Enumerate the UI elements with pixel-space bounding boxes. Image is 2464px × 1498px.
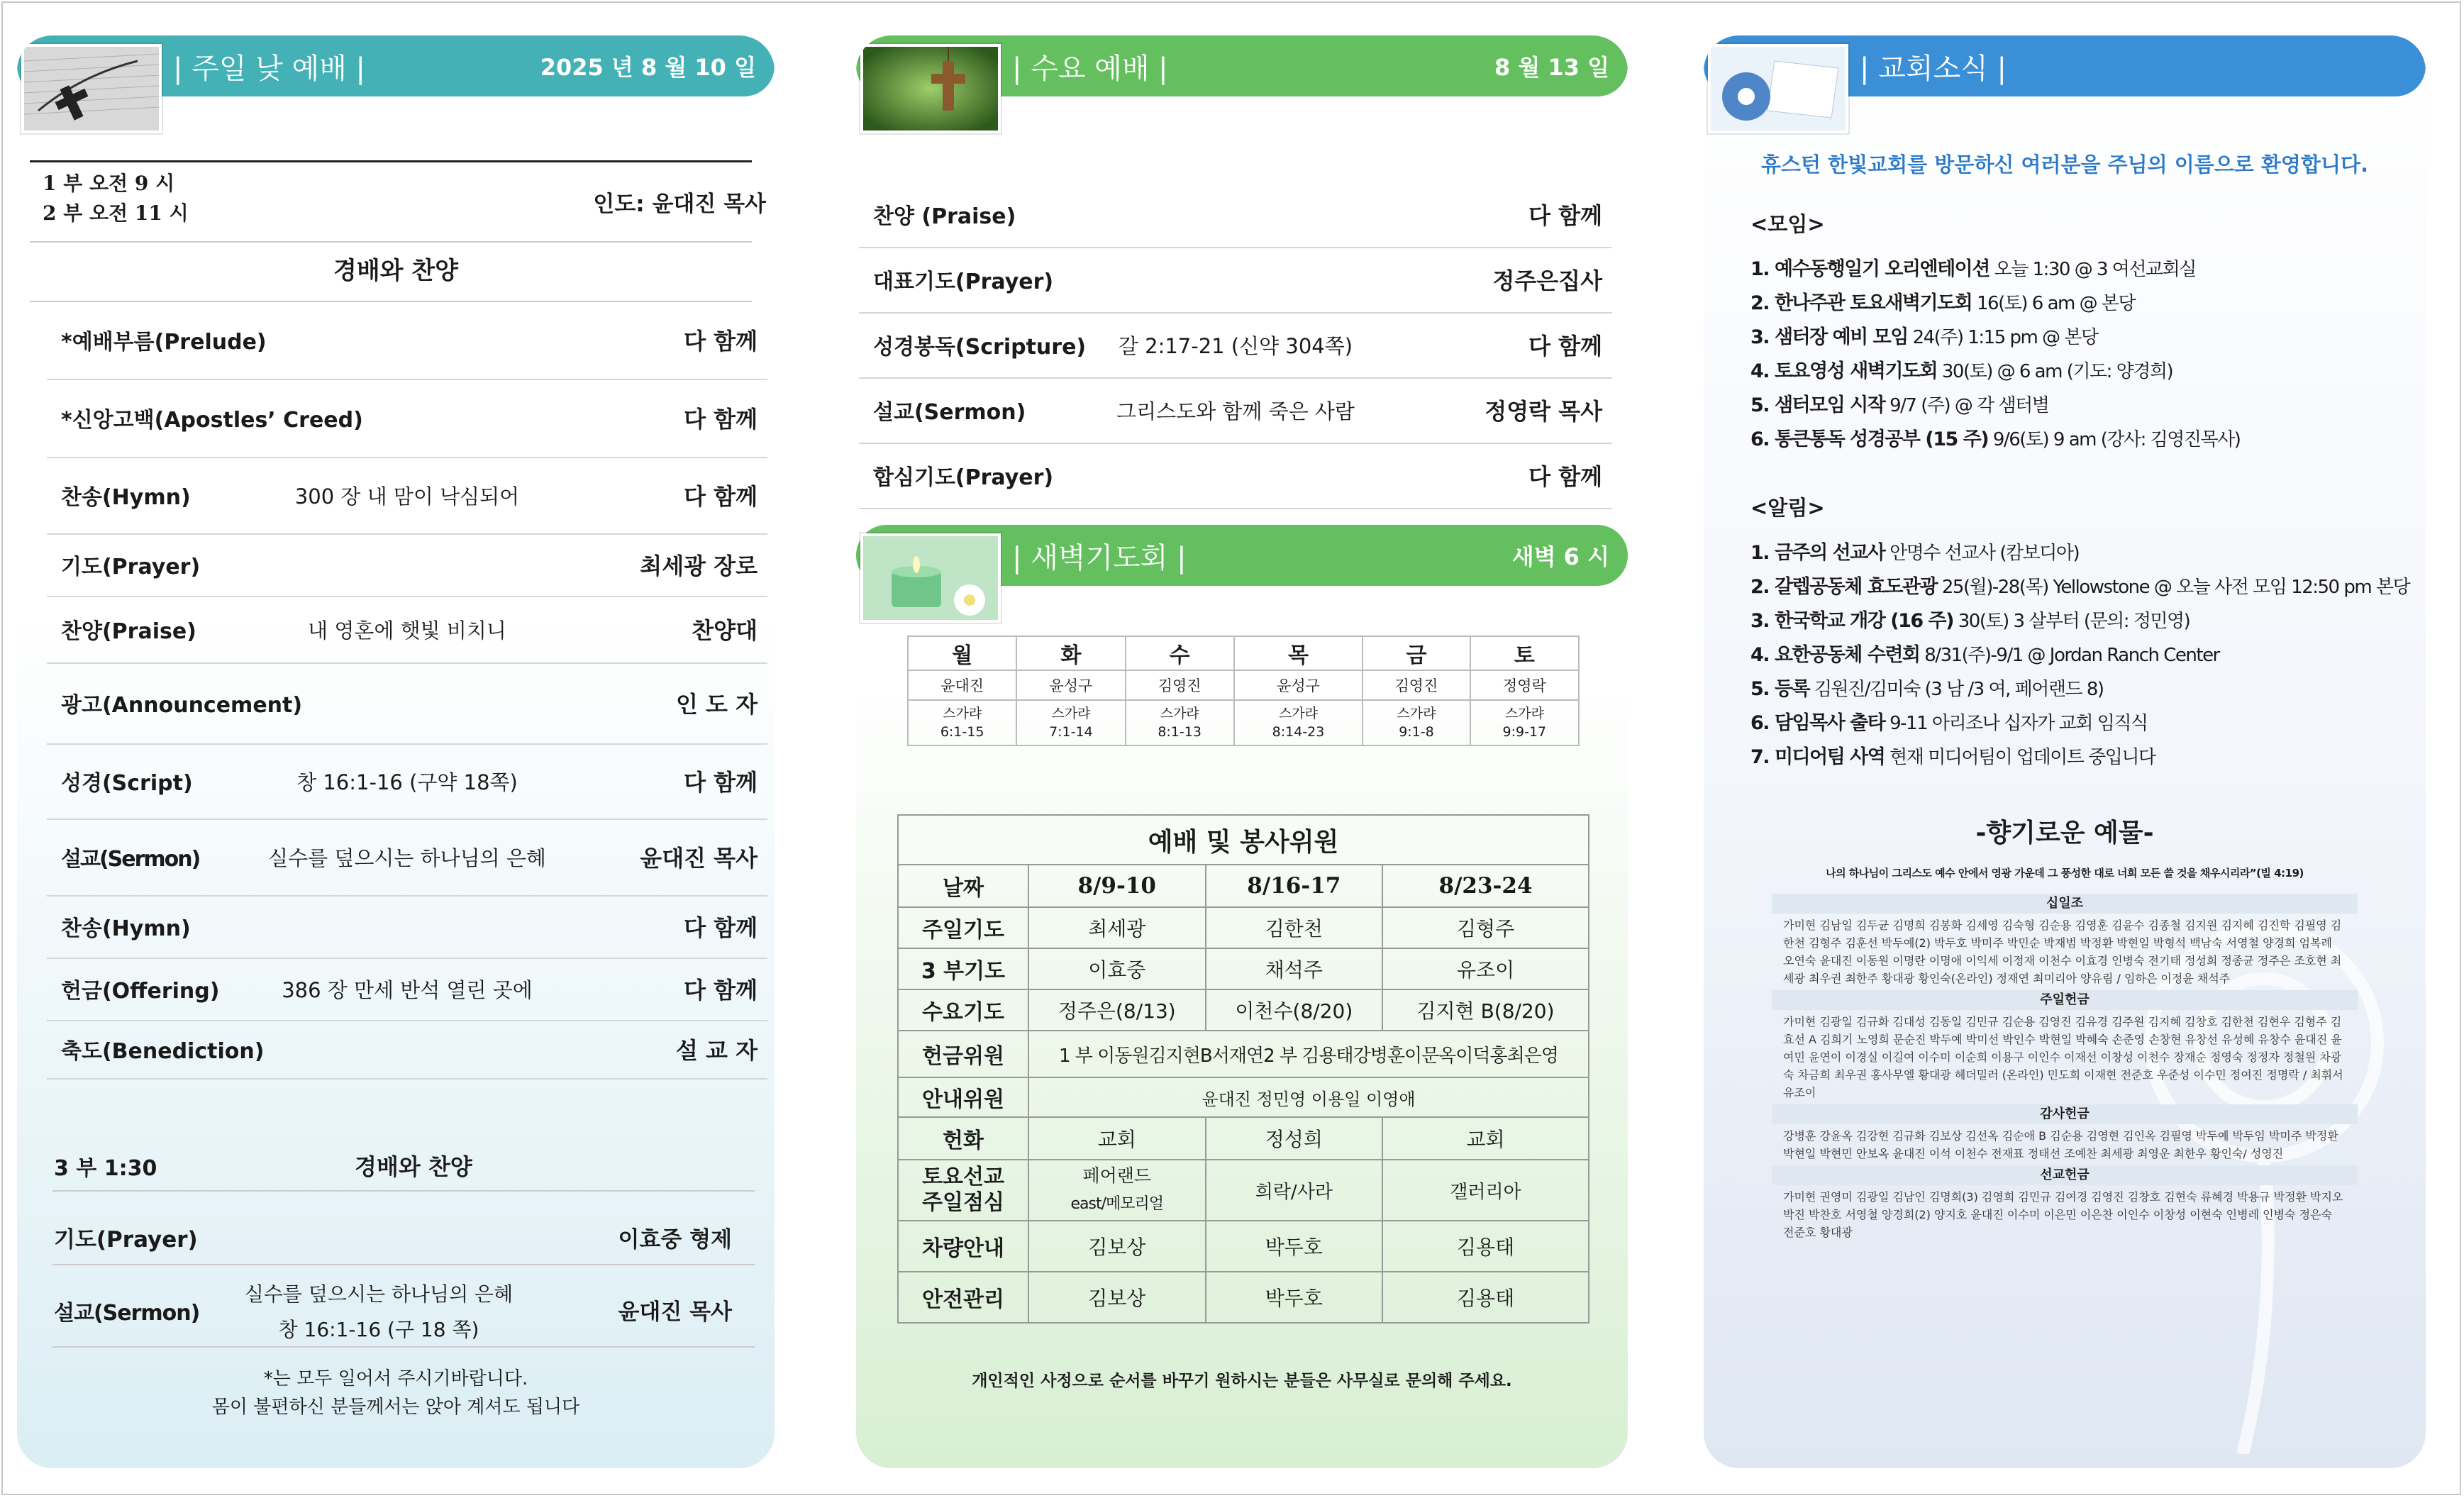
order-item-leader: 최세광 장로 xyxy=(640,553,757,579)
news-item-detail: 9/6(토) 9 am (강사: 김영진목사) xyxy=(1992,429,2241,450)
order-item-detail: 실수를 덮으시는 하나님의 은혜 xyxy=(268,845,546,870)
lunch-3: 갤러리아 xyxy=(1382,1160,1589,1221)
order-item-leader: 정주은집사 xyxy=(1492,267,1602,294)
sunday-order-row xyxy=(47,1020,767,1080)
third-sermon-who: 윤대진 목사 xyxy=(618,1299,732,1325)
gift-section-names: 강병훈 강윤옥 김강현 김규화 김보상 김선옥 김순애 B 김순용 김영현 김인옥 김필영 박두예 박두임 박미주 박정환 박현일 박현민 안보옥 윤대진 이석 이천수 전재표 정태선 조예찬 최세광 최영운 최한우 황인숙/ 성영진 xyxy=(1783,1129,2338,1160)
order-item-leader: 다 함께 xyxy=(684,406,757,433)
news-item-detail: 안명수 선교사 (캄보디아) xyxy=(1889,543,2080,564)
third-sermon-title: 실수를 덮으시는 하나님의 은혜 xyxy=(244,1282,514,1306)
news-item-detail: 오늘 1:30 @ 3 여선교회실 xyxy=(1994,259,2196,280)
dawn-reading xyxy=(1470,700,1579,745)
date-col-2: 8/16-17 xyxy=(1206,865,1383,907)
meetings-heading: <모임> xyxy=(1750,212,1825,236)
gift-section-names: 가미현 김남일 김두균 김명희 김봉화 김세영 김숙형 김순용 김영훈 김윤수 김종철 김지원 김지혜 김진학 김필영 김한천 김형주 김훈선 박두예(2) 박두호 박미주 박민순 박재범 박정환 박현일 박형석 백남숙 서영철 양경희 엄복례 오연숙 윤대진 이동원 이명란 이명애 이익세 이정재 이천수 이효경 인병숙 전기태 정성희 정종균 정주은 조호현 최세광 최우권 최한주 황대광 황인숙(온라인) 정재연 최미리아 양유림 / 임하은 이정윤 채석주 xyxy=(1783,919,2342,985)
dawn-leader: 김영진 xyxy=(1363,670,1470,700)
bible-cross-photo xyxy=(21,44,162,133)
sunday-order-row xyxy=(47,457,767,535)
car-label: 차량안내 xyxy=(898,1221,1028,1272)
news-list-item xyxy=(1750,672,2409,706)
safety-2: 박두호 xyxy=(1206,1272,1383,1323)
sunday-section-title: 경배와 찬양 xyxy=(333,257,459,285)
gift-title: -향기로운 예물- xyxy=(1975,819,2154,848)
news-item-title: 5. 등록 xyxy=(1750,678,1810,700)
order-item-name: 찬송(Hymn) xyxy=(61,485,191,510)
news-list-item xyxy=(1750,706,2409,740)
sunday-date: 2025 년 8 월 10 일 xyxy=(540,54,756,81)
dawn-leader: 윤대진 xyxy=(908,670,1016,700)
news-list-item xyxy=(1750,389,2240,423)
news-item-detail: 김원진/김미숙 (3 남 /3 여, 페어랜드 8) xyxy=(1814,679,2104,700)
candle-photo xyxy=(860,533,1001,623)
usher-label: 안내위원 xyxy=(898,1077,1028,1117)
dawn-book: 스가랴 xyxy=(1160,706,1199,721)
safety-3: 김용태 xyxy=(1382,1272,1589,1323)
order-item-name: 기도(Prayer) xyxy=(61,555,201,579)
wednesday-panel xyxy=(856,35,1628,1468)
order-item-name: 찬양 (Praise) xyxy=(873,204,1016,229)
third-sermon-ref: 창 16:1-16 (구 18 쪽) xyxy=(278,1318,479,1341)
wednesday-order-row xyxy=(859,377,1612,444)
servers-footer-note: 개인적인 사정으로 순서를 바꾸기 원하시는 분들은 사무실로 문의해 주세요. xyxy=(972,1372,1512,1390)
order-item-detail: 창 16:1-16 (구약 18쪽) xyxy=(296,770,518,794)
notices-heading: <알림> xyxy=(1750,496,1825,520)
car-3: 김용태 xyxy=(1382,1221,1589,1272)
dawn-time: 새벽 6 시 xyxy=(1511,543,1609,570)
news-item-title: 3. 한국학교 개강 (16 주) xyxy=(1750,610,1953,632)
dawn-book: 스가랴 xyxy=(1504,706,1544,721)
flower-label: 헌화 xyxy=(898,1117,1028,1160)
gift-section-heading: 십일조 xyxy=(1772,894,2358,914)
news-item-title: 2. 한나주관 토요새벽기도회 xyxy=(1750,292,1972,314)
news-list-item xyxy=(1750,740,2409,775)
dawn-book: 스가랴 xyxy=(1051,706,1091,721)
third-sermon-label: 설교(Sermon) xyxy=(54,1301,200,1326)
news-list-item xyxy=(1750,321,2240,355)
gift-section-heading: 선교헌금 xyxy=(1772,1165,2358,1185)
news-item-detail: 9-11 아리조나 십자가 교회 임직식 xyxy=(1889,713,2148,734)
servers-row-value: 유조이 xyxy=(1382,948,1589,989)
gift-section xyxy=(1772,894,2358,990)
news-list-item xyxy=(1750,355,2240,389)
sunday-leader: 인도: 윤대진 목사 xyxy=(593,192,766,217)
offering-members: 1 부 이동원김지현B서재연2 부 김용태강병훈이문옥이덕홍최은영 xyxy=(1028,1031,1589,1077)
car-2: 박두호 xyxy=(1206,1221,1383,1272)
dawn-day: 월 xyxy=(908,636,1016,670)
dawn-ref: 9:9-17 xyxy=(1502,724,1547,740)
order-item-name: 성경봉독(Scripture) xyxy=(873,335,1087,360)
third-section-title: 경배와 찬양 xyxy=(355,1153,472,1180)
order-item-name: 성경(Script) xyxy=(61,771,193,796)
wednesday-order-row xyxy=(859,182,1612,248)
lunch-1-line-2: east/메모리얼 xyxy=(1070,1195,1164,1213)
lunch-2: 희락/사라 xyxy=(1206,1160,1383,1221)
dawn-book: 스가랴 xyxy=(943,706,982,721)
servers-row-value: 최세광 xyxy=(1028,907,1206,948)
dawn-reading xyxy=(1234,700,1363,745)
sunday-order-row xyxy=(47,662,767,745)
gift-section-names: 가미현 권영미 김광일 김남인 김명희(3) 김영희 김민규 김여경 김영진 김창호 김현숙 류혜경 박용규 박정환 박지오 박진 박찬호 서영철 양경희(2) 양지호 윤대진 이수미 이은민 이은찬 이인수 이창성 이현숙 인병레 인병숙 정은숙 전준호 황대광 xyxy=(1783,1190,2343,1239)
third-prayer-who: 이효중 형제 xyxy=(618,1227,732,1253)
lunch-label-1: 토요선교 xyxy=(922,1165,1004,1189)
wooden-cross-photo xyxy=(860,44,1001,133)
dawn-book: 스가랴 xyxy=(1278,706,1319,721)
news-item-title: 7. 미디어팀 사역 xyxy=(1750,746,1885,768)
order-item-name: 합심기도(Prayer) xyxy=(873,465,1054,490)
order-item-name: 헌금(Offering) xyxy=(61,979,220,1004)
order-item-detail: 내 영혼에 햇빛 비치니 xyxy=(308,618,506,643)
order-item-leader: 다 함께 xyxy=(684,483,757,510)
order-item-detail: 갈 2:17-21 (신약 304쪽) xyxy=(1118,333,1353,358)
wednesday-order-row xyxy=(859,247,1612,314)
order-item-detail: 그리스도와 함께 죽은 사람 xyxy=(1116,399,1355,423)
safety-label: 안전관리 xyxy=(898,1272,1028,1323)
servers-row xyxy=(898,907,1589,948)
order-item-name: 설교(Sermon) xyxy=(61,847,200,872)
news-item-title: 4. 토요영성 새벽기도회 xyxy=(1750,360,1938,382)
order-item-name: 찬양(Praise) xyxy=(61,619,196,644)
news-list-item xyxy=(1750,536,2409,570)
lunch-label-2: 주일점심 xyxy=(922,1190,1004,1215)
order-item-name: 대표기도(Prayer) xyxy=(873,270,1054,294)
news-item-title: 6. 통큰통독 성경공부 (15 주) xyxy=(1750,428,1989,450)
gift-section-heading: 주일헌금 xyxy=(1772,990,2358,1010)
lunch-1-line-1: 페어랜드 xyxy=(1082,1165,1152,1186)
gift-section-heading: 감사헌금 xyxy=(1772,1104,2358,1124)
servers-row-value: 김지현 B(8/20) xyxy=(1382,989,1589,1031)
sunday-notes xyxy=(17,1365,775,1421)
news-item-title: 3. 샘터장 예비 모임 xyxy=(1750,326,1908,348)
dawn-reading xyxy=(1016,700,1125,745)
order-item-name: 설교(Sermon) xyxy=(873,400,1026,425)
date-col-1: 8/9-10 xyxy=(1028,865,1206,907)
news-item-detail: 9/7 (주) @ 각 샘터별 xyxy=(1889,395,2049,416)
order-item-leader: 다 함께 xyxy=(684,977,757,1004)
news-list-item xyxy=(1750,423,2240,457)
sunday-order-row xyxy=(47,958,767,1021)
news-panel xyxy=(1704,35,2426,1468)
order-item-name: 축도(Benediction) xyxy=(61,1039,265,1064)
news-item-detail: 30(토) @ 6 am (기도: 양경희) xyxy=(1941,361,2173,382)
order-item-leader: 다 함께 xyxy=(684,914,757,941)
third-service-time: 3 부 1:30 xyxy=(54,1156,157,1181)
servers-row-value: 이천수(8/20) xyxy=(1206,989,1383,1031)
order-item-leader: 정영락 목사 xyxy=(1484,398,1602,425)
news-list-item xyxy=(1750,570,2409,604)
gift-verse: 나의 하나님이 그리스도 예수 안에서 영광 가운데 그 풍성한 대로 너희 모든 쓸 것을 채우시리라”(빌 4:19) xyxy=(1826,867,2304,880)
sunday-top-rule xyxy=(30,160,752,162)
order-item-name: *신앙고백(Apostles’ Creed) xyxy=(61,408,363,433)
servers-row xyxy=(898,989,1589,1031)
flower-card-photo xyxy=(1708,44,1848,133)
sunday-order-row xyxy=(47,743,767,820)
servers-row-label: 3 부기도 xyxy=(898,948,1028,989)
order-item-detail: 386 장 만세 반석 열린 곳에 xyxy=(282,977,533,1002)
sunday-order-row xyxy=(47,596,767,664)
order-item-leader: 설 교 자 xyxy=(675,1037,757,1064)
flower-2: 정성희 xyxy=(1206,1117,1383,1160)
order-item-leader: 윤대진 목사 xyxy=(640,845,757,872)
order-item-name: 광고(Announcement) xyxy=(61,693,303,718)
notices-list xyxy=(1750,536,2409,775)
usher-members: 윤대진 정민영 이용일 이영애 xyxy=(1028,1077,1589,1117)
sunday-panel xyxy=(17,35,775,1468)
dawn-leader: 정영락 xyxy=(1470,670,1579,700)
order-item-leader: 인 도 자 xyxy=(675,691,757,718)
dawn-reading-table xyxy=(907,636,1580,746)
news-list-item xyxy=(1750,253,2240,287)
dawn-leader: 윤성구 xyxy=(1234,670,1363,700)
welcome-message: 휴스턴 한빛교회를 방문하신 여러분을 주님의 이름으로 환영합니다. xyxy=(1761,152,2368,177)
order-item-name: *예배부름(Prelude) xyxy=(61,330,267,355)
dawn-leader: 김영진 xyxy=(1126,670,1234,700)
lunch-1 xyxy=(1028,1160,1206,1221)
news-list-item xyxy=(1750,638,2409,672)
wednesday-date: 8 월 13 일 xyxy=(1494,54,1609,81)
gift-section xyxy=(1772,990,2358,1104)
lunch-label xyxy=(898,1160,1028,1221)
sunday-order-row xyxy=(47,301,767,380)
sunday-order-row xyxy=(47,379,767,458)
gift-list xyxy=(1772,894,2358,1244)
gift-section xyxy=(1772,1104,2358,1165)
sunday-order-row xyxy=(47,819,767,897)
third-prayer-label: 기도(Prayer) xyxy=(54,1227,198,1253)
car-1: 김보상 xyxy=(1028,1221,1206,1272)
order-item-leader: 찬양대 xyxy=(692,617,757,644)
wednesday-order-row xyxy=(859,443,1612,509)
sunday-title: | 주일 낮 예배 | xyxy=(173,52,366,85)
news-item-title: 4. 요한공동체 수련회 xyxy=(1750,644,1920,666)
stand-note: *는 모두 일어서 주시기바랍니다. xyxy=(263,1368,528,1389)
news-item-title: 1. 예수동행일기 오리엔테이션 xyxy=(1750,258,1989,280)
date-label: 날짜 xyxy=(898,865,1028,907)
dawn-leader: 윤성구 xyxy=(1016,670,1125,700)
wednesday-order-row xyxy=(859,312,1612,379)
dawn-day: 목 xyxy=(1234,636,1363,670)
dawn-day: 수 xyxy=(1126,636,1234,670)
service-1-time: 1 부 오전 9 시 xyxy=(43,172,175,195)
dawn-reading xyxy=(1126,700,1234,745)
dawn-ref: 7:1-14 xyxy=(1049,724,1093,740)
wednesday-title: | 수요 예배 | xyxy=(1012,52,1168,85)
date-col-3: 8/23-24 xyxy=(1382,865,1589,907)
dawn-ref: 8:1-13 xyxy=(1158,724,1202,740)
news-item-detail: 24(주) 1:15 pm @ 본당 xyxy=(1912,327,2098,348)
news-item-detail: 25(월)-28(목) Yellowstone @ 오늘 사전 모임 12:50 pm 본당 xyxy=(1941,577,2410,598)
safety-1: 김보상 xyxy=(1028,1272,1206,1323)
gift-section xyxy=(1772,1165,2358,1244)
flower-3: 교회 xyxy=(1382,1117,1589,1160)
news-item-title: 1. 금주의 선교사 xyxy=(1750,542,1885,564)
servers-row-value: 정주은(8/13) xyxy=(1028,989,1206,1031)
servers-row-value: 채석주 xyxy=(1206,948,1383,989)
dawn-day: 화 xyxy=(1016,636,1125,670)
order-item-leader: 다 함께 xyxy=(1528,333,1602,360)
gift-section-names: 가미현 김광일 김규화 김대성 김동일 김민규 김순용 김영진 김유경 김주원 김지혜 김창호 김한천 김현우 김형주 김효선 A 김희기 노영희 문순진 박두예 박미선 박인수 박현일 박혜숙 손준영 손창현 유창선 유성혜 유창수 윤대진 윤여민 윤연이 이경실 이길여 이수미 이순희 이용구 이인수 이재선 이창성 이천수 장재순 정영숙 정정자 정철원 차광숙 차금희 최우권 홍사무엘 황대광 헤더밀러 (온라인) 민도희 이재현 전준호 우준성 이수민 정여진 정명락 / 최휘서 유조이 xyxy=(1783,1015,2343,1099)
news-item-title: 5. 샘터모임 시작 xyxy=(1750,394,1885,416)
offering-label: 헌금위원 xyxy=(898,1031,1028,1077)
third-sermon-detail xyxy=(230,1277,528,1348)
service-2-time: 2 부 오전 11 시 xyxy=(43,201,189,225)
dawn-ref: 6:1-15 xyxy=(940,724,984,740)
order-item-leader: 다 함께 xyxy=(1528,463,1602,490)
servers-row-label: 수요기도 xyxy=(898,989,1028,1031)
servers-row-value: 김형주 xyxy=(1382,907,1589,948)
sunday-order-row xyxy=(47,533,767,597)
order-item-leader: 다 함께 xyxy=(1528,202,1602,229)
order-item-name: 찬송(Hymn) xyxy=(61,916,191,941)
news-item-detail: 현재 미디어팀이 업데이트 중입니다 xyxy=(1889,747,2155,768)
meetings-list xyxy=(1750,253,2240,457)
news-item-title: 6. 담임목사 출타 xyxy=(1750,712,1885,734)
dawn-ref: 9:1-8 xyxy=(1399,724,1434,740)
order-item-leader: 다 함께 xyxy=(684,328,757,355)
dawn-ref: 8:14-23 xyxy=(1272,724,1325,740)
sunday-order-row xyxy=(47,895,767,959)
servers-title: 예배 및 봉사위원 xyxy=(898,815,1589,865)
flower-1: 교회 xyxy=(1028,1117,1206,1160)
dawn-reading xyxy=(1363,700,1470,745)
news-item-detail: 8/31(주)-9/1 @ Jordan Ranch Center xyxy=(1924,645,2219,666)
dawn-day: 금 xyxy=(1363,636,1470,670)
dawn-reading xyxy=(908,700,1016,745)
servers-row-value: 이효중 xyxy=(1028,948,1206,989)
servers-row-label: 주일기도 xyxy=(898,907,1028,948)
news-item-detail: 30(토) 3 살부터 (문의: 정민영) xyxy=(1958,611,2190,632)
news-title: | 교회소식 | xyxy=(1860,52,2007,85)
news-list-item xyxy=(1750,604,2409,638)
order-item-leader: 다 함께 xyxy=(684,769,757,796)
servers-row xyxy=(898,948,1589,989)
dawn-day: 토 xyxy=(1470,636,1579,670)
sit-note: 몸이 불편하신 분들께서는 앉아 계셔도 됩니다 xyxy=(211,1397,580,1418)
news-item-detail: 16(토) 6 am @ 본당 xyxy=(1977,293,2136,314)
dawn-title: | 새벽기도회 | xyxy=(1012,541,1187,575)
order-item-detail: 300 장 내 맘이 낙심되어 xyxy=(294,484,520,509)
servers-table xyxy=(897,814,1589,1324)
servers-row-value: 김한천 xyxy=(1206,907,1383,948)
service-times xyxy=(43,169,189,228)
news-list-item xyxy=(1750,287,2240,321)
news-item-title: 2. 갈렙공동체 효도관광 xyxy=(1750,576,1938,598)
dawn-book: 스가랴 xyxy=(1397,706,1436,721)
